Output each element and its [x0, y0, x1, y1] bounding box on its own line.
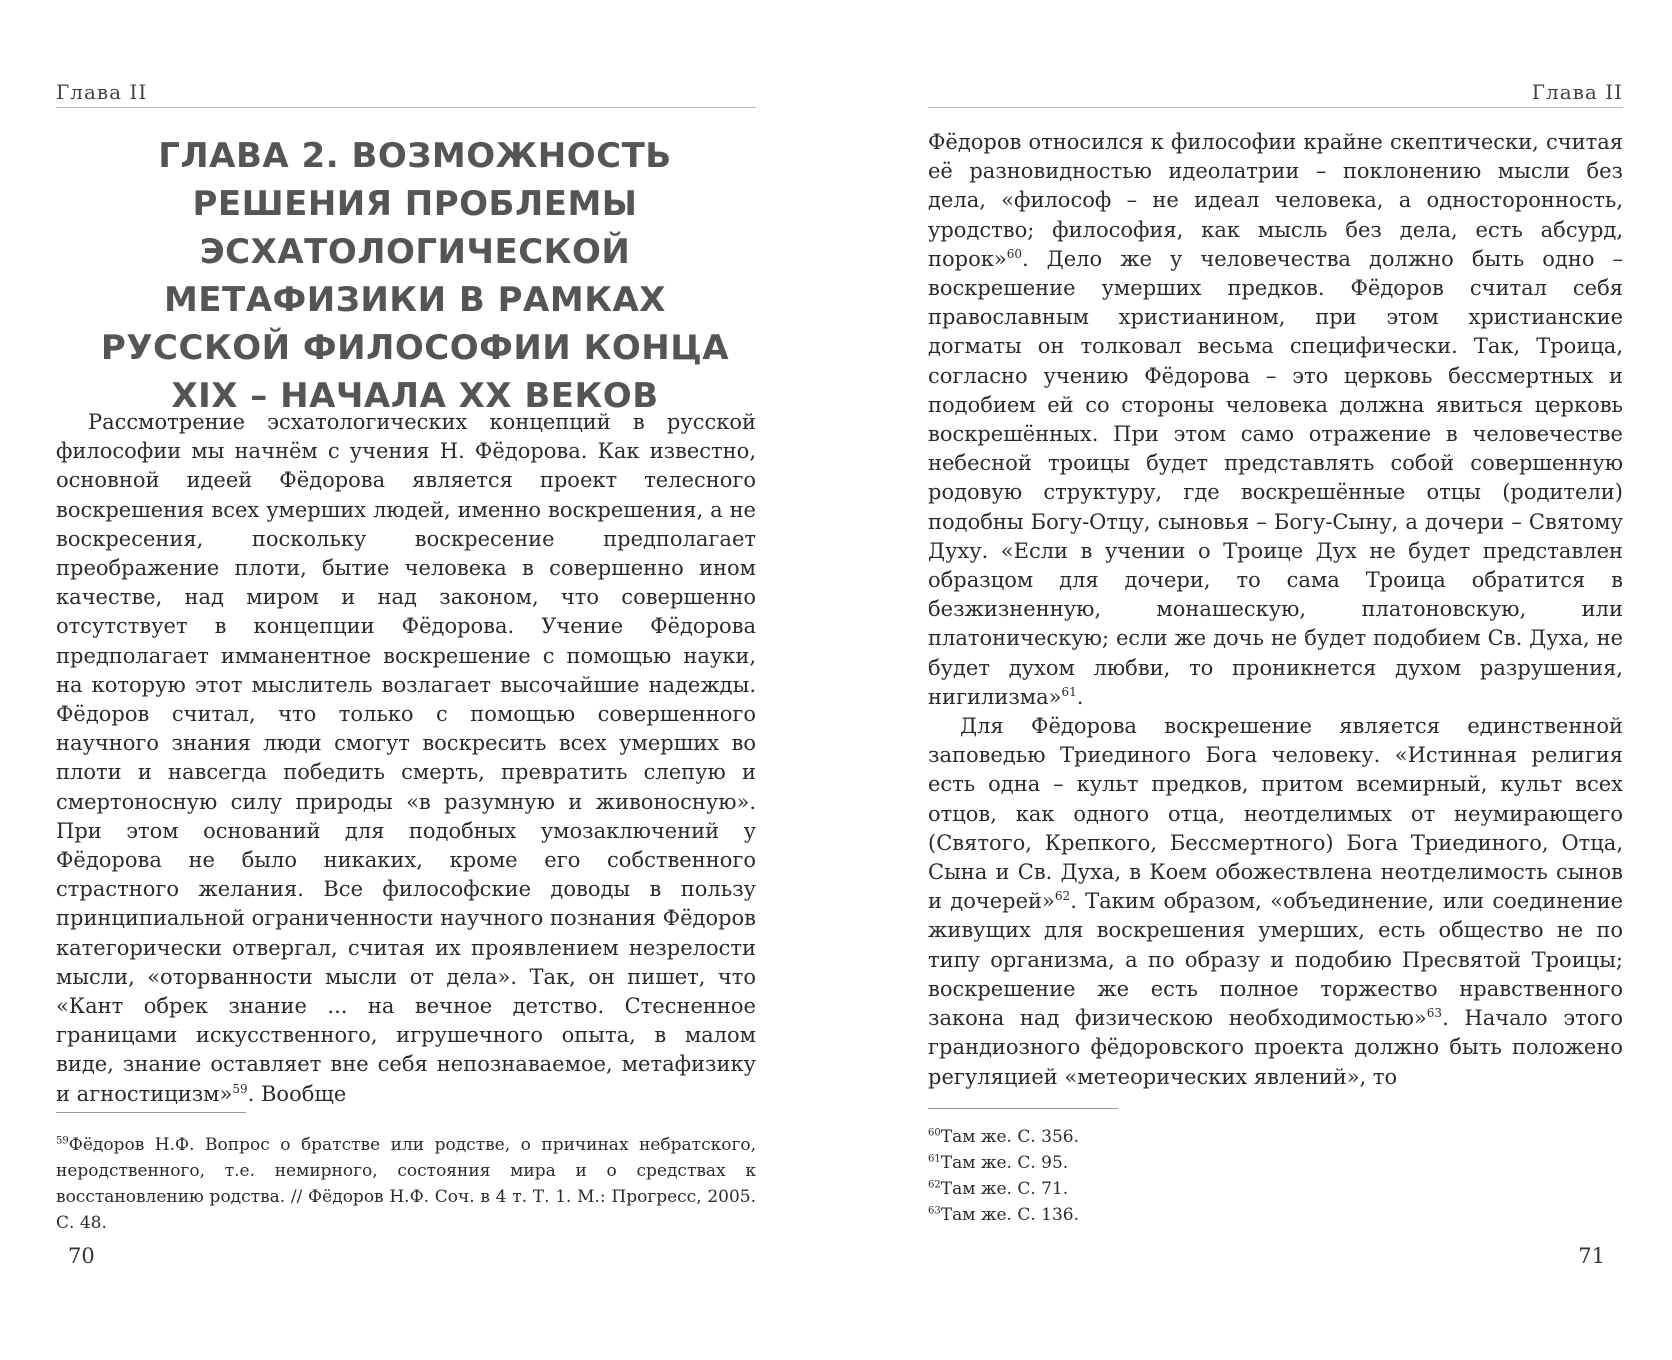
- paragraph-text: .: [1076, 684, 1084, 709]
- chapter-title: ГЛАВА 2. ВОЗМОЖНОСТЬ РЕШЕНИЯ ПРОБЛЕМЫ ЭСХАТОЛОГИЧЕСКОЙ МЕТАФИЗИКИ В РАМКАХ РУССКОЙ ФИЛОСОФИИ КОНЦА XIX – НАЧАЛА XX ВЕКОВ: [100, 136, 730, 416]
- footnote-divider: [928, 1108, 1118, 1109]
- footnote-number: 63: [928, 1205, 941, 1217]
- footnote: [928, 1150, 1623, 1176]
- footnote-ref[interactable]: 60: [1006, 246, 1022, 261]
- paragraph-text: Рассмотрение эсхатологических концепций в русской философии мы начнём с учения Н. Фёдорова. Как известно, основной идеей Фёдорова является проект телесного воскрешения всех умерших людей, именно воскрешения, а не воскресения, поскольку воскресение предполагает преображение плоти, бытие человека в совершенно ином качестве, над миром и над законом, что совершенно отсутствует в концепции Фёдорова. Учение Фёдорова предполагает имманентное воскрешение с помощью науки, на которую этот мыслитель возлагает высочайшие надежды. Фёдоров считал, что только с помощью совершенного научного знания люди смогут воскресить всех умерших во плоти и навсегда победить смерть, превратить слепую и смертоносную силу природы «в разумную и живоносную». При этом оснований для подобных умозаключений у Фёдорова не было никаких, кроме его собственного страстного желания. Все философские доводы в пользу принципиальной ограниченности научного познания Фёдоров категорически отвергал, считая их проявлением незрелости мысли, «оторванности мысли от дела». Так, он пишет, что «Кант обрек знание ... на вечное детство. Стесненное границами искусственного, игрушечного опыта, в малом виде, знание оставляет вне себя непознаваемое, метафизику и агностицизм»: [56, 410, 756, 1106]
- paragraph-text: . Начало этого грандиозного фёдоровского проекта должно быть положено регуляцией «метеорических явлений», то: [928, 1006, 1623, 1089]
- paragraph-text: Фёдоров относился к философии крайне скептически, считая её разновидностью идеолатрии – поклонению мысли без дела, «философ – не идеал человека, а односторонность, уродство; философия, как мысль без дела, есть абсурд, порок»: [928, 130, 1623, 271]
- paragraph-text: . Вообще: [247, 1081, 347, 1106]
- footnote-number: 60: [928, 1127, 941, 1139]
- footnote-text: Фёдоров Н.Ф. Вопрос о братстве или родстве, о причинах небратского, неродственного, т.е. немирного, состояния мира и о средствах к восстановлению родства. // Фёдоров Н.Ф. Соч. в 4 т. Т. 1. М.: Прогресс, 2005. С. 48.: [56, 1135, 756, 1233]
- page-number: 71: [1578, 1244, 1605, 1268]
- paragraph: [928, 712, 1623, 1092]
- footnote-divider: [56, 1112, 246, 1113]
- page-number: 70: [68, 1244, 95, 1268]
- paragraph-text: . Таким образом, «объединение, или соединение живущих для воскрешения умерших, есть общество не по типу организма, а по образу и подобию Пресвятой Троицы; воскрешение же есть полное торжество нравственного закона над физическою необходимостью»: [928, 889, 1623, 1031]
- running-head: Глава II: [56, 80, 756, 108]
- paragraph-text: . Дело же у человечества должно быть одно – воскрешение умерших предков. Фёдоров считал себя православным христианином, при этом христианские догматы он толковал весьма специфически. Так, Троица, согласно учению Фёдорова – это церковь бессмертных и подобием ей со стороны человека должна явиться церковь воскрешённых. При этом само отражение в человечестве небесной троицы будет представлять собой совершенную родовую структуру, где воскрешённые отцы (родители) подобны Богу-Отцу, сыновья – Богу-Сыну, а дочери – Святому Духу. «Если в учении о Троице Дух не будет представлен образцом для дочери, то сама Троица обратится в безжизненную, монашескую, платоновскую, или платоническую; если же дочь не будет подобием Св. Духа, не будет духом любви, то проникнется духом разрушения, нигилизма»: [928, 246, 1623, 709]
- footnote: [928, 1176, 1623, 1202]
- footnote: [56, 1132, 756, 1236]
- paragraph: [56, 408, 756, 1109]
- footnote-ref[interactable]: 61: [1061, 684, 1077, 699]
- footnote-ref[interactable]: 59: [232, 1081, 248, 1096]
- footnotes: [928, 1124, 1623, 1228]
- paragraph-text: Для Фёдорова воскрешение является единственной заповедью Триединого Бога человеку. «Истинная религия есть одна – культ предков, притом всемирный, культ всех отцов, как одного отца, неотделимых от неумирающего (Святого, Крепкого, Бессмертного) Бога Триединого, Отца, Сына и Св. Духа, в Коем обожествлена неотделимость сынов и дочерей»: [928, 714, 1623, 914]
- footnote-text: Там же. С. 136.: [940, 1205, 1080, 1225]
- body-text: [928, 128, 1623, 1092]
- footnote-number: 61: [928, 1153, 941, 1165]
- running-head: Глава II: [928, 80, 1623, 108]
- footnotes: [56, 1132, 756, 1236]
- footnote-ref[interactable]: 62: [1054, 889, 1071, 904]
- footnote-number: 62: [928, 1179, 941, 1191]
- footnote-number: 59: [56, 1135, 69, 1147]
- footnote: [928, 1202, 1623, 1228]
- left-page: [56, 0, 756, 1360]
- footnote-text: Там же. С. 356.: [940, 1127, 1080, 1147]
- footnote-ref[interactable]: 63: [1426, 1006, 1443, 1021]
- footnote: [928, 1124, 1623, 1150]
- footnote-text: Там же. С. 71.: [940, 1179, 1069, 1199]
- paragraph: [928, 128, 1623, 712]
- right-page: [928, 0, 1623, 1360]
- body-text: [56, 408, 756, 1109]
- footnote-text: Там же. С. 95.: [940, 1153, 1069, 1173]
